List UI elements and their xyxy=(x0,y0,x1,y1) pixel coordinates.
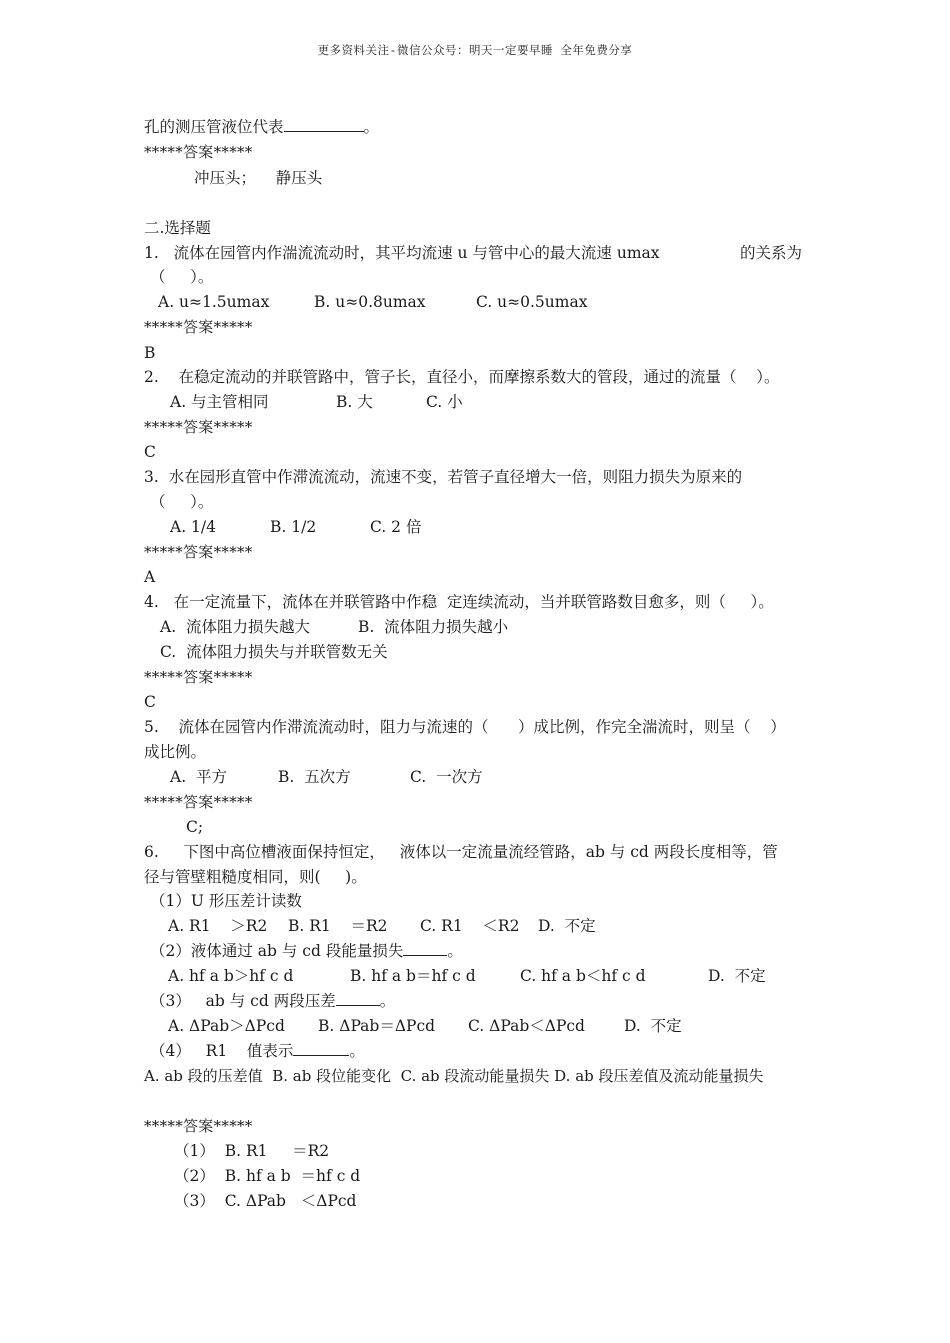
question-5-option-a: A. 平方 xyxy=(170,768,227,786)
sub-question-3-label: （3） ab 与 cd 两段压差 xyxy=(150,992,336,1010)
sub-question-3-line xyxy=(150,991,395,1011)
sub-question-2-end: 。 xyxy=(447,942,463,960)
answer-blank xyxy=(284,117,364,132)
intro-line xyxy=(144,117,379,137)
question-2-answer: C xyxy=(144,443,156,461)
question-3-stem: 3. 水在园形直管中作滞流流动，流速不变，若管子直径增大一倍，则阻力损失为原来的 xyxy=(144,468,743,486)
question-6-answer-1: （1） B. R1 ＝R2 xyxy=(174,1142,330,1160)
question-6-stem-2: 径与管壁粗糙度相同，则( )。 xyxy=(144,868,367,886)
section-title: 二.选择题 xyxy=(144,219,211,237)
sub-question-4-line xyxy=(150,1041,365,1061)
answer-marker: *****答案***** xyxy=(144,318,253,336)
intro-end: 。 xyxy=(363,118,380,136)
sub-question-2-line xyxy=(150,941,463,961)
sub-question-1-option-a: A. R1 ＞R2 xyxy=(168,917,268,935)
answer-blank xyxy=(293,1041,349,1056)
question-2-option-a: A. 与主管相同 xyxy=(170,393,269,411)
question-4-option-b: B. 流体阻力损失越小 xyxy=(358,618,509,636)
question-3-answer: A xyxy=(144,568,156,586)
question-1-option-a: A. u≈1.5umax xyxy=(158,293,270,311)
sub-question-1-option-c: C. R1 ＜R2 xyxy=(420,917,520,935)
sub-question-4-end: 。 xyxy=(349,1042,365,1060)
sub-question-3-option-a: A. ΔPab＞ΔPcd xyxy=(168,1017,285,1035)
sub-question-3-option-d: D. 不定 xyxy=(624,1017,682,1035)
sub-question-2-option-c: C. hf a b＜hf c d xyxy=(520,967,646,985)
sub-question-4-label: （4） R1 值表示 xyxy=(150,1042,294,1060)
question-2-stem: 2. 在稳定流动的并联管路中，管子长，直径小，而摩擦系数大的管段，通过的流量（ ）。 xyxy=(144,368,780,386)
question-1-answer: B xyxy=(144,344,156,362)
sub-question-3-end: 。 xyxy=(379,992,396,1010)
question-5-option-b: B. 五次方 xyxy=(278,768,351,786)
sub-question-3-option-c: C. ΔPab＜ΔPcd xyxy=(468,1017,585,1035)
question-2-option-c: C. 小 xyxy=(426,393,463,411)
question-6-answer-3: （3） C. ΔPab ＜ΔPcd xyxy=(174,1192,357,1210)
answer-blank xyxy=(403,941,447,956)
question-4-option-c: C. 流体阻力损失与并联管数无关 xyxy=(160,643,388,661)
intro-answer: 冲压头； 静压头 xyxy=(194,169,323,187)
question-3-option-c: C. 2 倍 xyxy=(370,518,422,536)
question-4-option-a: A. 流体阻力损失越大 xyxy=(160,618,310,636)
answer-marker: *****答案***** xyxy=(144,668,253,686)
question-5-answer: C; xyxy=(186,818,204,836)
sub-question-1-option-d: D. 不定 xyxy=(538,917,596,935)
answer-marker: *****答案***** xyxy=(144,793,253,811)
answer-marker: *****答案***** xyxy=(144,1117,253,1135)
answer-blank xyxy=(336,991,380,1006)
question-1-option-b: B. u≈0.8umax xyxy=(314,293,426,311)
sub-question-2-option-d: D. 不定 xyxy=(708,967,766,985)
question-3-stem-2: （ ）。 xyxy=(150,493,214,511)
answer-marker: *****答案***** xyxy=(144,418,253,436)
question-3-option-a: A. 1/4 xyxy=(170,518,216,536)
question-4-answer: C xyxy=(144,693,156,711)
question-4-stem: 4. 在一定流量下，流体在并联管路中作稳 定连续流动，当并联管路数目愈多，则（ ）。 xyxy=(144,593,774,611)
answer-marker: *****答案***** xyxy=(144,143,253,161)
question-5-stem: 5. 流体在园管内作滞流流动时，阻力与流速的（ ）成比例，作完全湍流时，则呈（ ） xyxy=(144,718,786,736)
page-header: 更多资料关注-微信公众号：明天一定要早睡 全年免费分享 xyxy=(317,43,633,57)
sub-question-1-label: （1）U 形压差计读数 xyxy=(150,892,302,910)
question-1-stem-2: （ ）。 xyxy=(150,268,214,286)
intro-text: 孔的测压管液位代表 xyxy=(144,118,284,136)
question-5-stem-2: 成比例。 xyxy=(144,743,207,761)
question-6-answer-2: （2） B. hf a b ＝hf c d xyxy=(174,1167,361,1185)
answer-marker: *****答案***** xyxy=(144,543,253,561)
question-1-stem: 1. 流体在园管内作湍流流动时，其平均流速 u 与管中心的最大流速 umax xyxy=(144,244,660,262)
question-3-option-b: B. 1/2 xyxy=(270,518,317,536)
question-1-stem-tail: 的关系为 xyxy=(740,244,803,262)
sub-question-2-label: （2）液体通过 ab 与 cd 段能量损失 xyxy=(150,942,404,960)
question-2-option-b: B. 大 xyxy=(336,393,373,411)
sub-question-1-option-b: B. R1 ＝R2 xyxy=(288,917,388,935)
question-1-option-c: C. u≈0.5umax xyxy=(476,293,588,311)
question-5-option-c: C. 一次方 xyxy=(410,768,483,786)
sub-question-4-options: A. ab 段的压差值 B. ab 段位能变化 C. ab 段流动能量损失 D. ab 段压差值及流动能量损失 xyxy=(144,1067,764,1085)
sub-question-3-option-b: B. ΔPab＝ΔPcd xyxy=(318,1017,436,1035)
sub-question-2-option-b: B. hf a b＝hf c d xyxy=(350,967,476,985)
question-6-stem: 6. 下图中高位槽液面保持恒定， 液体以一定流量流经管路，ab 与 cd 两段长度相等，管 xyxy=(144,843,778,861)
sub-question-2-option-a: A. hf a b＞hf c d xyxy=(168,967,294,985)
